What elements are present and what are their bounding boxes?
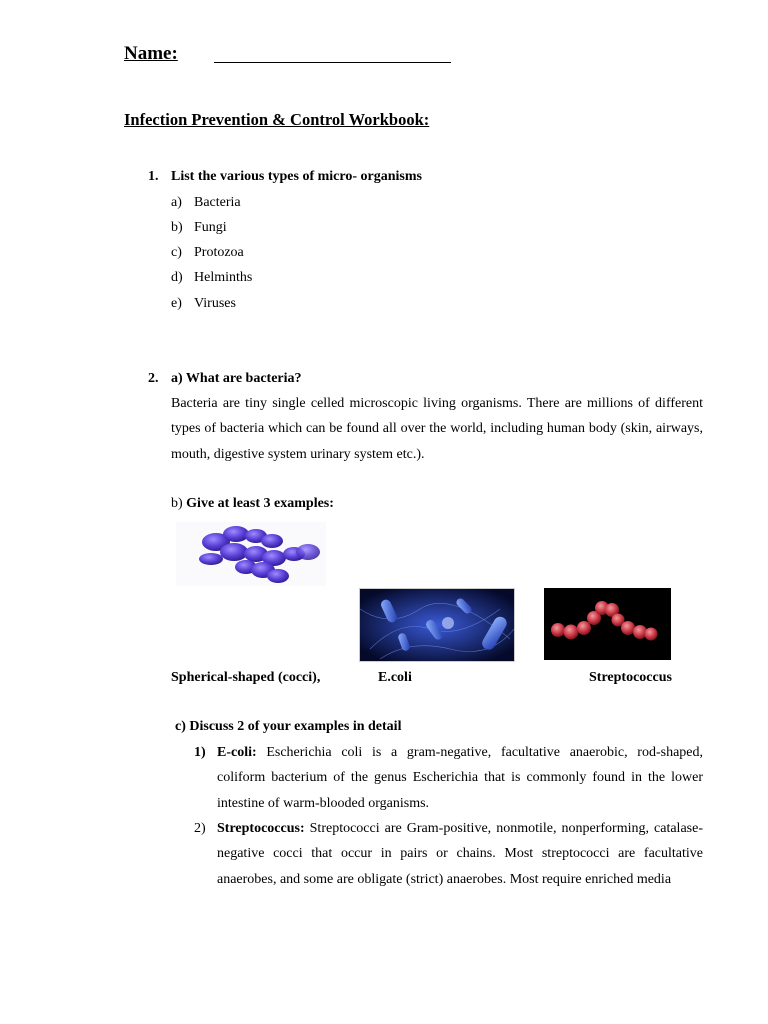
detail-2-number: 2) bbox=[194, 821, 206, 836]
list-item-letter: b) bbox=[171, 220, 183, 235]
caption-streptococcus: Streptococcus bbox=[589, 670, 672, 685]
workbook-title: Infection Prevention & Control Workbook: bbox=[124, 110, 430, 129]
detail-1-text: Escherichia coli is a gram-negative, facultative anaerobic, rod-shaped, coliform bacterium of the genus Escherichia that is commonly found in the lower intestine of warm-blooded organisms. bbox=[217, 745, 703, 811]
cocci-image bbox=[176, 522, 326, 586]
name-blank-line bbox=[214, 62, 451, 63]
detail-1-paragraph bbox=[217, 740, 703, 816]
list-item-text: Viruses bbox=[194, 296, 236, 311]
detail-2-text: Streptococci are Gram-positive, nonmotile, nonperforming, catalase-negative cocci that occur in pairs or chains. Most streptococci are facultative anaerobes, and some are obligate (strict) anaerobes. Most require enriched media bbox=[217, 821, 703, 887]
detail-2-term: Streptococcus: bbox=[217, 821, 305, 836]
name-label: Name: bbox=[124, 43, 178, 64]
list-item-letter: c) bbox=[171, 245, 182, 260]
detail-2-paragraph bbox=[217, 816, 703, 892]
answer-2a-paragraph: Bacteria are tiny single celled microscopic living organisms. There are millions of different types of bacteria which can be found all over the world, including human body (skin, airways, mouth, digestive system urinary system etc.). bbox=[171, 396, 703, 462]
cocci-illustration bbox=[176, 522, 326, 586]
streptococcus-image bbox=[544, 588, 671, 660]
caption-cocci: Spherical-shaped (cocci), bbox=[171, 670, 321, 685]
streptococcus-illustration bbox=[544, 588, 671, 660]
list-item-text: Helminths bbox=[194, 270, 253, 285]
question-2b-text: Give at least 3 examples: bbox=[186, 496, 334, 511]
question-1-number: 1. bbox=[148, 169, 159, 184]
list-item-text: Fungi bbox=[194, 220, 227, 235]
question-1-text: List the various types of micro- organisms bbox=[171, 169, 422, 184]
ecoli-image bbox=[359, 588, 515, 662]
question-2b-prefix: b) bbox=[171, 496, 183, 511]
question-2c-text: c) Discuss 2 of your examples in detail bbox=[175, 719, 402, 734]
caption-ecoli: E.coli bbox=[378, 670, 412, 685]
question-2-number: 2. bbox=[148, 371, 159, 386]
list-item-text: Bacteria bbox=[194, 195, 241, 210]
question-2b bbox=[171, 496, 334, 512]
question-2a-text: a) What are bacteria? bbox=[171, 371, 302, 386]
list-item-letter: e) bbox=[171, 296, 182, 311]
list-item-letter: d) bbox=[171, 270, 183, 285]
list-item-letter: a) bbox=[171, 195, 182, 210]
ecoli-illustration bbox=[360, 589, 514, 661]
list-item-text: Protozoa bbox=[194, 245, 244, 260]
detail-1-number: 1) bbox=[194, 745, 206, 760]
detail-1-term: E-coli: bbox=[217, 745, 257, 760]
